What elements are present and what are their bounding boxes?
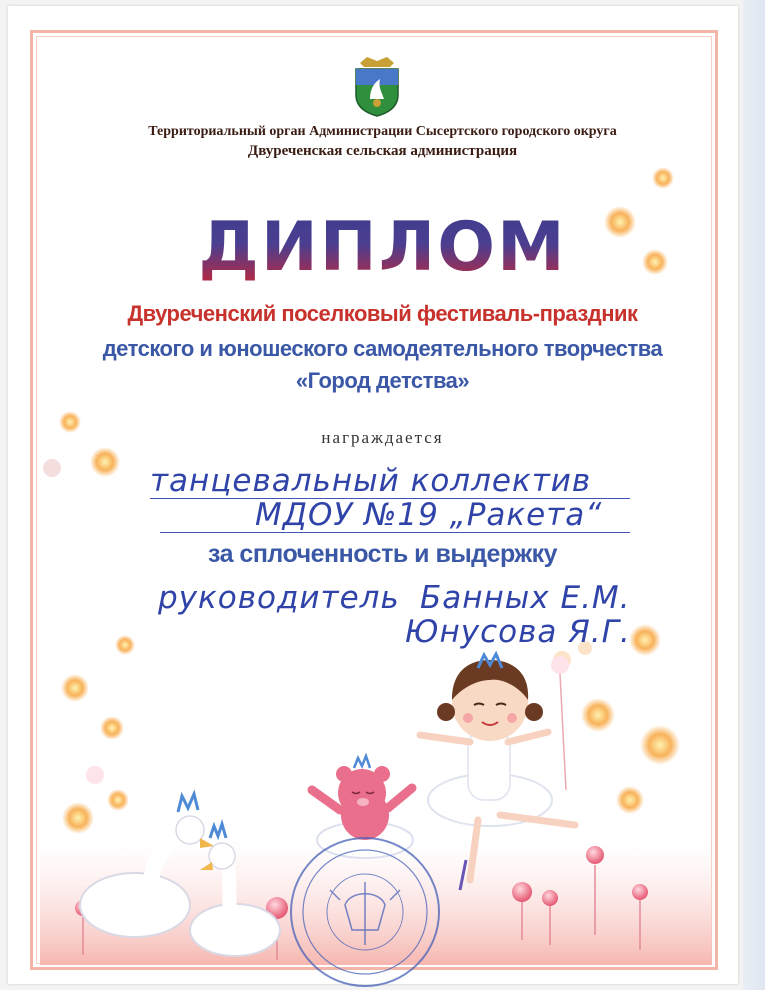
coat-of-arms-emblem xyxy=(352,55,402,117)
award-label: награждается xyxy=(321,428,444,447)
festival-line-1: Двуреченский поселковый фестиваль-праздник xyxy=(127,301,638,326)
leader-label: руководитель xyxy=(158,580,400,616)
recipient-line-2: МДОУ №19 „Ракета“ xyxy=(255,497,603,533)
organization-line-2: Двуреченская сельская администрация xyxy=(247,143,518,159)
festival-name: «Город детства» xyxy=(295,368,470,393)
festival-line-2: детского и юношеского самодеятельного творчества xyxy=(102,336,663,361)
diploma-title: ДИПЛОМ xyxy=(0,208,765,287)
bear-illustration xyxy=(312,756,413,858)
recipient-line-1: танцевальный коллектив xyxy=(150,463,592,499)
merit-text: за сплоченность и выдержку xyxy=(207,540,558,568)
leader-name-1: Банных Е.М. xyxy=(420,580,631,616)
leader-name-2: Юнусова Я.Г. xyxy=(405,614,631,650)
organization-line-1: Территориальный орган Администрации Сысертского городского округа xyxy=(148,124,617,139)
